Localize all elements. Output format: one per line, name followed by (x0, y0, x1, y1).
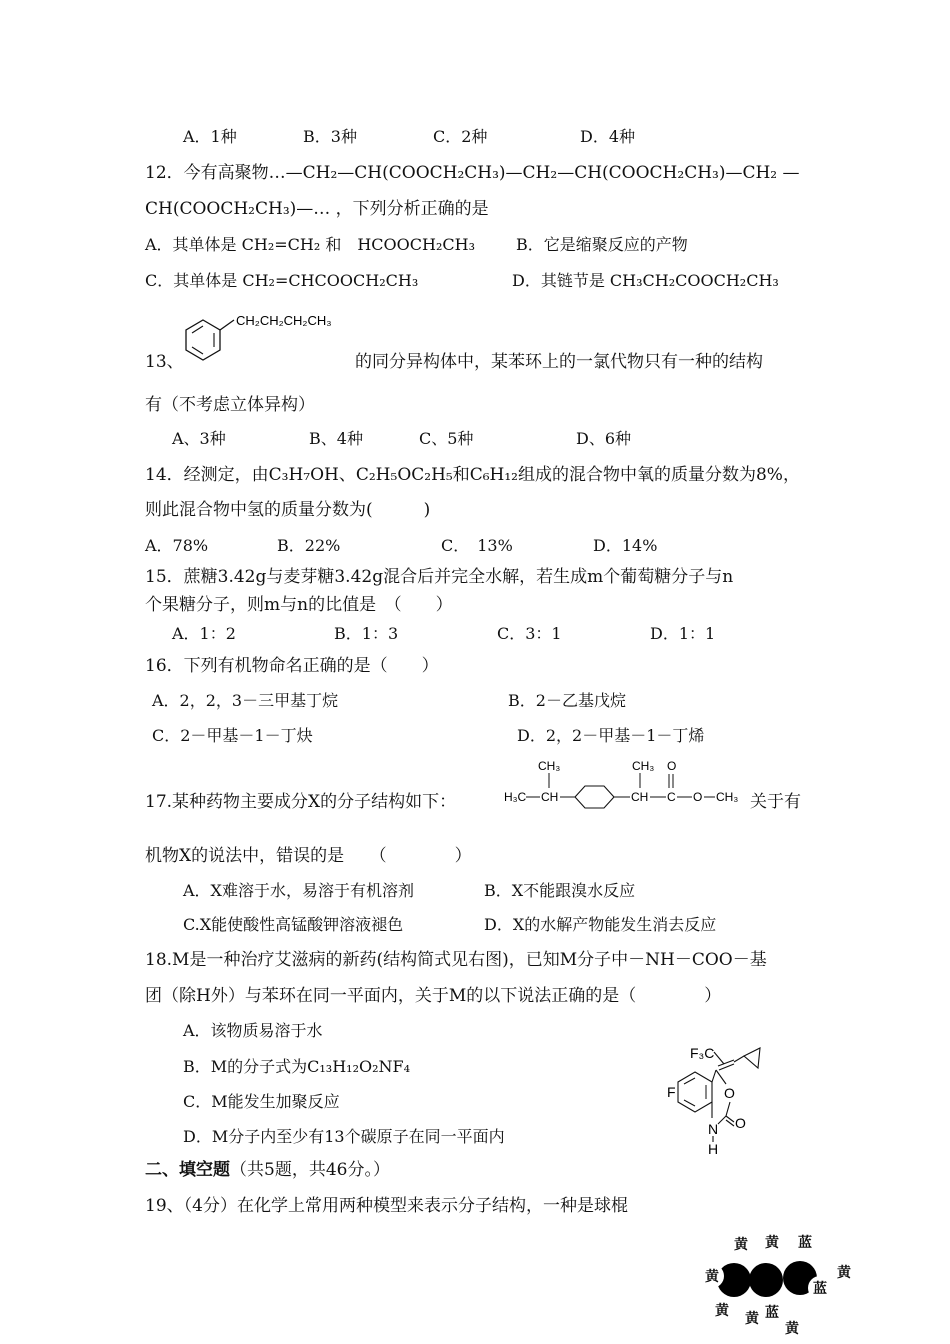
q14-option-a: A．78% (145, 536, 209, 555)
q17-carbonyl-c: C (667, 790, 676, 804)
q16-option-b: B．2－乙基戊烷 (508, 691, 626, 710)
q14-line-2: 则此混合物中氢的质量分数为( ) (145, 500, 431, 520)
q17-carbonyl-o: O (667, 759, 677, 773)
q13-option-a: A、3种 (172, 429, 226, 448)
section-2-title: 二、填空题 (145, 1160, 230, 1180)
q17-line-2: 机物X的说法中，错误的是 （ ） (145, 846, 472, 866)
section-2-note: （共5题，共46分。） (230, 1160, 390, 1180)
q18-option-b: B．M的分子式为C₁₃H₁₂O₂NF₄ (183, 1057, 411, 1076)
q13-option-c: C、5种 (419, 429, 474, 448)
q11-option-c: C．2种 (433, 127, 488, 146)
q17-molecule-structure (500, 755, 750, 813)
q14-option-d: D．14% (593, 536, 658, 555)
q13-butyl-label: CH₂CH₂CH₂CH₃ (236, 313, 332, 328)
q18-hydrogen: H (708, 1141, 719, 1157)
q17-ch3-top-left: CH₃ (538, 759, 561, 773)
q13-line-2: 有（不考虑立体异构） (145, 395, 315, 415)
q11-option-b: B．3种 (303, 127, 357, 146)
q12-line-1: 12．今有高聚物…—CH₂—CH(COOCH₂CH₃)—CH₂—CH(COOCH₂CH₃)—CH₂ — (145, 163, 800, 183)
q17-ch-right: CH (631, 790, 649, 804)
q15-option-c: C．3：1 (497, 624, 562, 643)
q16-line-1: 16．下列有机物命名正确的是（ ） (145, 656, 439, 676)
q18-fluorine: F (667, 1084, 676, 1100)
q18-option-a: A．该物质易溶于水 (183, 1021, 323, 1040)
q17-h3c: H₃C (504, 790, 527, 804)
q15-option-a: A．1：2 (172, 624, 236, 643)
q17-ch3-end: CH₃ (716, 790, 739, 804)
q19-ball-8: 蓝 (765, 1304, 779, 1320)
q15-line-1: 15．蔗糖3.42g与麦芽糖3.42g混合后并完全水解，若生成m个葡萄糖分子与n (145, 567, 734, 587)
q17-option-c: C.X能使酸性高锰酸钾溶液褪色 (183, 915, 404, 934)
q11-option-a: A．1种 (183, 127, 237, 146)
q18-efavirenz-structure (668, 1036, 778, 1158)
q18-carbonyl-oxygen: O (735, 1115, 746, 1131)
q17-line-1: 17.某种药物主要成分X的分子结构如下： (145, 792, 457, 812)
q15-line-2: 个果糖分子，则m与n的比值是 （ ） (145, 595, 453, 615)
q17-ch3-top-right: CH₃ (632, 759, 655, 773)
q19-ball-5: 黄 (837, 1264, 851, 1280)
q18-cf3: F₃C (690, 1045, 715, 1061)
q18-option-d: D．M分子内至少有13个碳原子在同一平面内 (183, 1127, 505, 1146)
q17-option-d: D．X的水解产物能发生消去反应 (484, 915, 717, 934)
q12-option-c: C．其单体是 CH₂=CHCOOCH₂CH₃ (145, 271, 419, 290)
q13-butylbenzene-structure (180, 306, 355, 368)
section-2-heading (145, 1159, 390, 1181)
q17-option-a: A．X难溶于水，易溶于有机溶剂 (183, 881, 414, 900)
q13-option-b: B、4种 (309, 429, 363, 448)
q16-option-a: A．2，2，3－三甲基丁烷 (152, 691, 339, 710)
q17-ch-left: CH (541, 790, 559, 804)
q18-line-1: 18.M是一种治疗艾滋病的新药(结构简式见右图)，已知M分子中－NH－COO－基 (145, 950, 767, 970)
q16-option-c: C．2－甲基－1－丁炔 (152, 726, 313, 745)
q17-after-text: 关于有 (750, 792, 801, 812)
q19-ball-10: 黄 (785, 1320, 799, 1336)
q12-option-a: A．其单体是 CH₂=CH₂ 和 HCOOCH₂CH₃ (145, 235, 476, 254)
q17-ester-o: O (693, 790, 703, 804)
q14-option-c: C． 13% (441, 536, 513, 555)
q16-option-d: D．2，2－甲基－1－丁烯 (517, 726, 705, 745)
q11-option-d: D．4种 (580, 127, 636, 146)
q15-option-b: B．1：3 (334, 624, 399, 643)
q18-line-2: 团（除H外）与苯环在同一平面内，关于M的以下说法正确的是（ ） (145, 986, 722, 1006)
q15-option-d: D．1：1 (650, 624, 716, 643)
q12-option-d: D．其链节是 CH₃CH₂COOCH₂CH₃ (512, 271, 779, 290)
q14-option-b: B．22% (277, 536, 341, 555)
q19-line-1: 19、（4分）在化学上常用两种模型来表示分子结构，一种是球棍 (145, 1196, 628, 1216)
q19-ball-1: 黄 (734, 1236, 748, 1252)
q19-ball-2: 黄 (765, 1234, 779, 1250)
q19-ball-7: 黄 (715, 1302, 729, 1318)
q19-ball-9: 黄 (745, 1310, 759, 1326)
q19-ball-model-figure (696, 1218, 862, 1340)
q13-text: 的同分异构体中，某苯环上的一氯代物只有一种的结构 (355, 352, 763, 372)
q19-ball-4: 蓝 (798, 1234, 812, 1250)
q14-line-1: 14．经测定，由C₃H₇OH、C₂H₅OC₂H₅和C₆H₁₂组成的混合物中氧的质量分数为8%， (145, 465, 800, 485)
q18-option-c: C．M能发生加聚反应 (183, 1092, 340, 1111)
q13-option-d: D、6种 (576, 429, 632, 448)
q19-ball-6: 蓝 (813, 1280, 827, 1296)
q18-nitrogen: N (708, 1121, 719, 1137)
q12-line-2: CH(COOCH₂CH₃)—… ，下列分析正确的是 (145, 199, 489, 219)
q12-option-b: B．它是缩聚反应的产物 (516, 235, 688, 254)
q17-option-b: B．X不能跟溴水反应 (484, 881, 636, 900)
q19-ball-3: 黄 (705, 1268, 719, 1284)
q18-ring-oxygen: O (724, 1085, 735, 1101)
q13-number: 13、 (145, 352, 184, 372)
